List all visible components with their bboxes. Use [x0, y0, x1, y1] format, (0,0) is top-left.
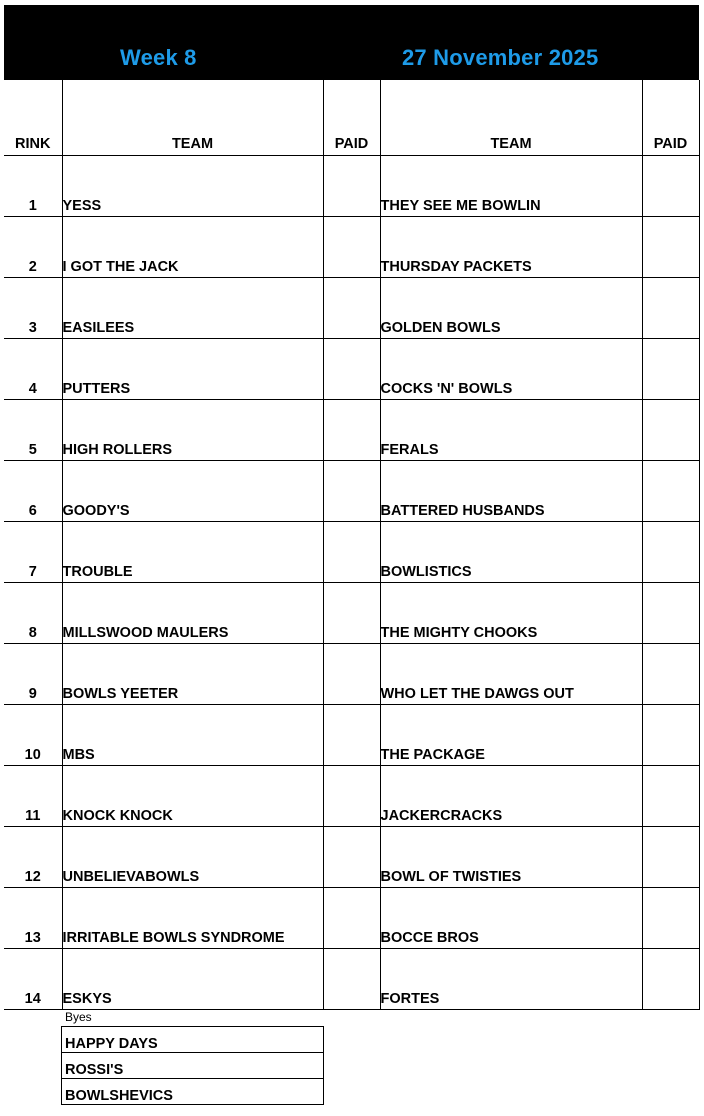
team-2-cell: BOWL OF TWISTIES — [380, 827, 642, 888]
rink-cell: 13 — [4, 888, 62, 949]
column-header-paid-2: PAID — [642, 80, 699, 156]
header-row — [4, 80, 699, 156]
table-row — [4, 156, 699, 217]
team-2-cell: THE PACKAGE — [380, 705, 642, 766]
week-title: Week 8 — [120, 45, 197, 70]
paid-2-cell — [642, 400, 699, 461]
table-row — [4, 217, 699, 278]
bye-team-cell: BOWLSHEVICS — [62, 1079, 324, 1105]
paid-1-cell — [323, 461, 380, 522]
rink-cell: 4 — [4, 339, 62, 400]
team-1-cell: IRRITABLE BOWLS SYNDROME — [62, 888, 323, 949]
bye-team-cell: ROSSI'S — [62, 1053, 324, 1079]
table-row — [4, 461, 699, 522]
paid-1-cell — [323, 156, 380, 217]
rink-cell: 3 — [4, 278, 62, 339]
team-2-cell: GOLDEN BOWLS — [380, 278, 642, 339]
table-row — [4, 949, 699, 1010]
column-header-team-1: TEAM — [62, 80, 323, 156]
paid-1-cell — [323, 766, 380, 827]
date-title: 27 November 2025 — [402, 45, 599, 70]
paid-2-cell — [642, 827, 699, 888]
paid-2-cell — [642, 583, 699, 644]
table-row — [4, 644, 699, 705]
team-1-cell: MILLSWOOD MAULERS — [62, 583, 323, 644]
rink-cell: 12 — [4, 827, 62, 888]
team-2-cell: FERALS — [380, 400, 642, 461]
table-row — [4, 522, 699, 583]
paid-2-cell — [642, 278, 699, 339]
team-2-cell: BOWLISTICS — [380, 522, 642, 583]
team-1-cell: HIGH ROLLERS — [62, 400, 323, 461]
team-1-cell: YESS — [62, 156, 323, 217]
team-1-cell: BOWLS YEETER — [62, 644, 323, 705]
paid-1-cell — [323, 522, 380, 583]
paid-1-cell — [323, 888, 380, 949]
team-2-cell: THEY SEE ME BOWLIN — [380, 156, 642, 217]
schedule-body — [4, 156, 699, 1010]
rink-cell: 8 — [4, 583, 62, 644]
paid-1-cell — [323, 339, 380, 400]
table-row — [4, 827, 699, 888]
team-2-cell: BOCCE BROS — [380, 888, 642, 949]
rink-cell: 1 — [4, 156, 62, 217]
team-2-cell: THURSDAY PACKETS — [380, 217, 642, 278]
paid-1-cell — [323, 705, 380, 766]
team-1-cell: KNOCK KNOCK — [62, 766, 323, 827]
paid-2-cell — [642, 339, 699, 400]
team-1-cell: PUTTERS — [62, 339, 323, 400]
bye-row — [62, 1079, 324, 1105]
team-1-cell: GOODY'S — [62, 461, 323, 522]
table-row — [4, 339, 699, 400]
table-row — [4, 278, 699, 339]
paid-1-cell — [323, 644, 380, 705]
byes-table — [61, 1026, 324, 1105]
team-1-cell: UNBELIEVABOWLS — [62, 827, 323, 888]
paid-2-cell — [642, 766, 699, 827]
schedule-table — [4, 80, 700, 1010]
team-1-cell: I GOT THE JACK — [62, 217, 323, 278]
team-2-cell: COCKS 'N' BOWLS — [380, 339, 642, 400]
team-1-cell: MBS — [62, 705, 323, 766]
column-header-paid-1: PAID — [323, 80, 380, 156]
team-2-cell: THE MIGHTY CHOOKS — [380, 583, 642, 644]
paid-2-cell — [642, 461, 699, 522]
table-row — [4, 583, 699, 644]
bye-row — [62, 1027, 324, 1053]
paid-1-cell — [323, 827, 380, 888]
byes-body — [62, 1027, 324, 1105]
table-row — [4, 766, 699, 827]
byes-label: Byes — [65, 1010, 92, 1024]
table-row — [4, 400, 699, 461]
column-header-team-2: TEAM — [380, 80, 642, 156]
paid-1-cell — [323, 400, 380, 461]
bye-row — [62, 1053, 324, 1079]
paid-2-cell — [642, 888, 699, 949]
team-2-cell: JACKERCRACKS — [380, 766, 642, 827]
paid-2-cell — [642, 156, 699, 217]
table-row — [4, 705, 699, 766]
team-1-cell: ESKYS — [62, 949, 323, 1010]
team-2-cell: WHO LET THE DAWGS OUT — [380, 644, 642, 705]
team-2-cell: FORTES — [380, 949, 642, 1010]
rink-cell: 11 — [4, 766, 62, 827]
rink-cell: 7 — [4, 522, 62, 583]
rink-cell: 5 — [4, 400, 62, 461]
rink-cell: 14 — [4, 949, 62, 1010]
paid-1-cell — [323, 278, 380, 339]
team-1-cell: TROUBLE — [62, 522, 323, 583]
rink-cell: 9 — [4, 644, 62, 705]
column-header-rink: RINK — [4, 80, 62, 156]
paid-2-cell — [642, 217, 699, 278]
rink-cell: 6 — [4, 461, 62, 522]
team-1-cell: EASILEES — [62, 278, 323, 339]
table-row — [4, 888, 699, 949]
bye-team-cell: HAPPY DAYS — [62, 1027, 324, 1053]
paid-1-cell — [323, 583, 380, 644]
team-2-cell: BATTERED HUSBANDS — [380, 461, 642, 522]
paid-2-cell — [642, 705, 699, 766]
rink-cell: 2 — [4, 217, 62, 278]
rink-cell: 10 — [4, 705, 62, 766]
paid-1-cell — [323, 217, 380, 278]
paid-2-cell — [642, 949, 699, 1010]
paid-1-cell — [323, 949, 380, 1010]
paid-2-cell — [642, 522, 699, 583]
paid-2-cell — [642, 644, 699, 705]
